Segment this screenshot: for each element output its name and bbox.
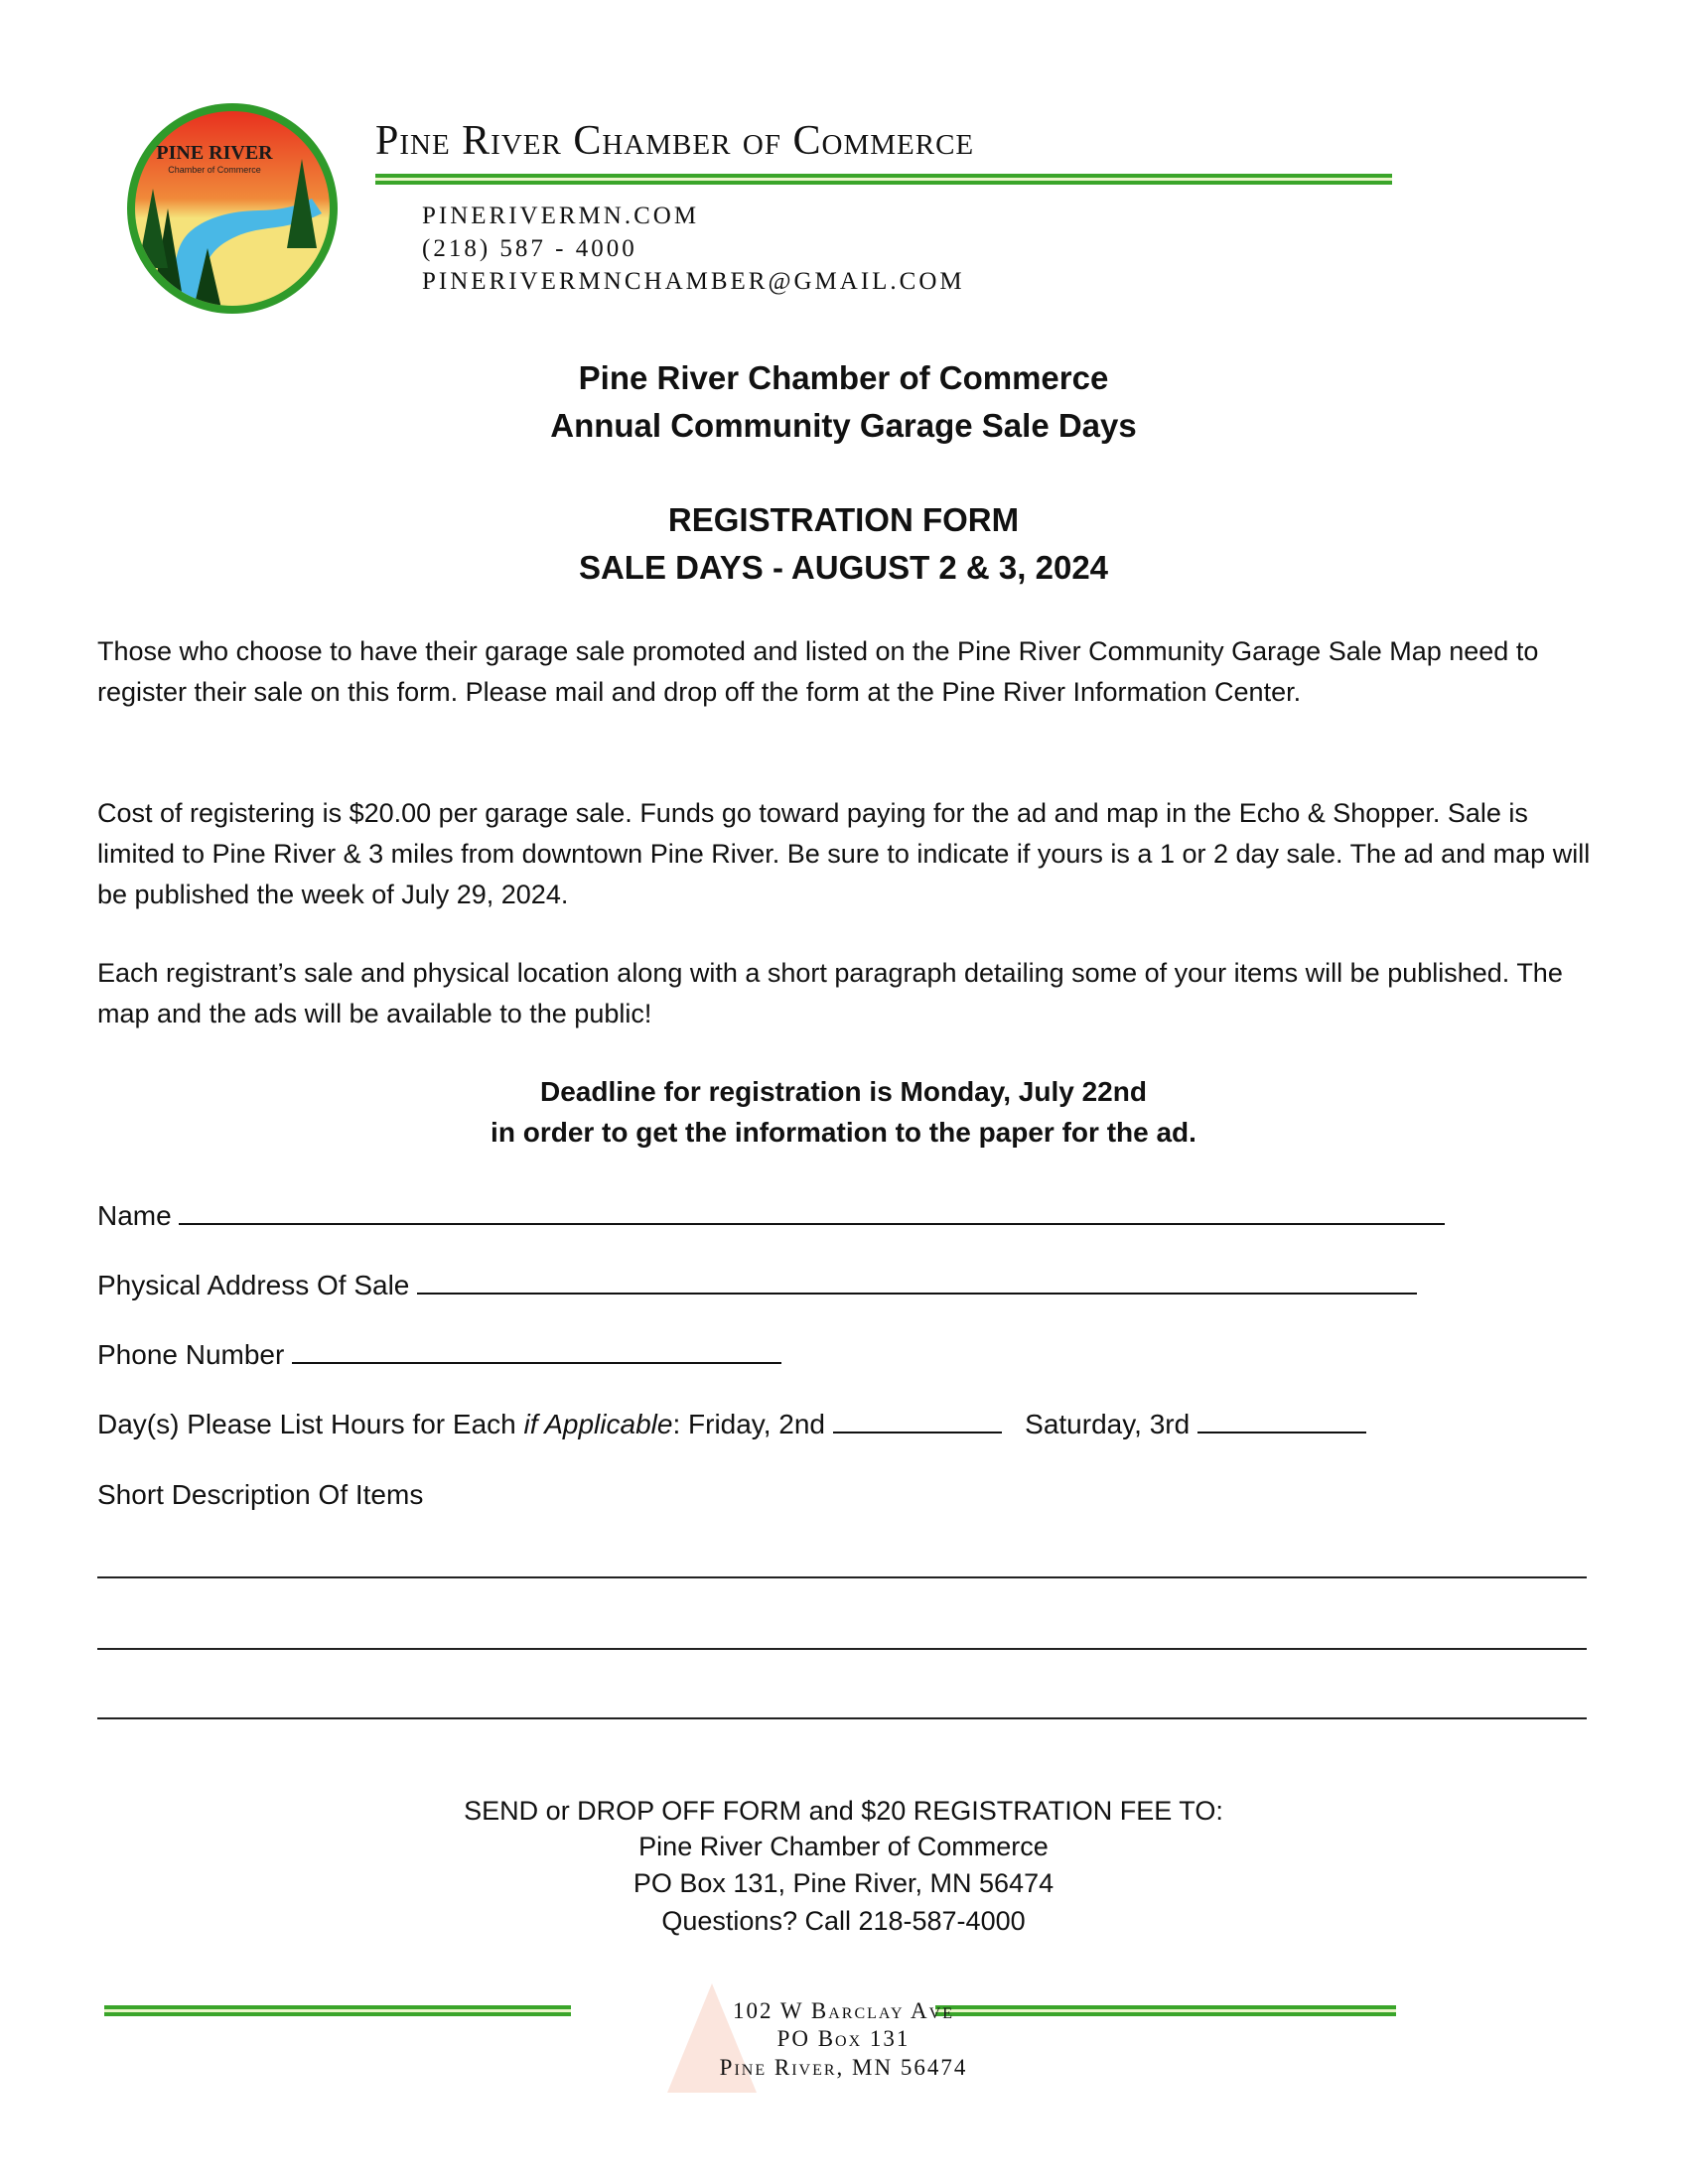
days-label-italic: if Applicable (523, 1409, 673, 1439)
heading-line1: Pine River Chamber of Commerce (578, 359, 1109, 396)
phone-text: (218) 587 - 4000 (422, 235, 637, 262)
send-line2: Pine River Chamber of Commerce (638, 1832, 1049, 1861)
phone-field[interactable] (292, 1334, 781, 1364)
saturday-label: Saturday, 3rd (1025, 1409, 1191, 1439)
description-line-2[interactable] (97, 1648, 1587, 1650)
address-label: Physical Address Of Sale (97, 1270, 410, 1300)
form-title: REGISTRATION FORM (667, 501, 1020, 538)
address-field[interactable] (417, 1265, 1417, 1295)
days-label-suffix: : Friday, 2nd (672, 1409, 826, 1439)
heading-line2: Annual Community Garage Sale Days (550, 407, 1137, 444)
name-row (97, 1195, 1445, 1236)
org-name-header: Pine River Chamber of Commerce (375, 118, 975, 164)
days-row (97, 1404, 1366, 1444)
chamber-logo (123, 99, 342, 318)
address-row (97, 1265, 1417, 1305)
publish-paragraph: Each registrant’s sale and physical location along with a short paragraph detailing some of your items will be published. The map and the ads will be available to the public! (97, 958, 1563, 1028)
logo-text: PINE RIVER (156, 142, 273, 164)
phone-row (97, 1334, 781, 1375)
saturday-hours-field[interactable] (1197, 1404, 1366, 1433)
footer-street: 102 W Barclay Ave (733, 1998, 954, 2023)
website-link[interactable]: PINERIVERMN.COM (422, 203, 700, 229)
intro-paragraph: Those who choose to have their garage sale promoted and listed on the Pine River Community Garage Sale Map need to register their sale on this form. Please mail and drop off the form at the Pine River Information Center. (97, 636, 1539, 707)
phone-label: Phone Number (97, 1339, 285, 1370)
footer-city: Pine River, MN 56474 (719, 2055, 968, 2080)
cost-paragraph: Cost of registering is $20.00 per garage sale. Funds go toward paying for the ad and map in the Echo & Shopper. Sale is limited to Pine River & 3 miles from downtown Pine River. Be sure to indicate if yours is a 1 or 2 day sale. The ad and map will be published the week of July 29, 2024. (97, 798, 1591, 909)
sale-days: SALE DAYS - AUGUST 2 & 3, 2024 (578, 549, 1109, 586)
description-line-3[interactable] (97, 1717, 1587, 1719)
header-divider (375, 174, 1392, 185)
description-label: Short Description Of Items (97, 1479, 424, 1510)
description-line-1[interactable] (97, 1576, 1587, 1578)
days-label-prefix: Day(s) Please List Hours for Each (97, 1409, 524, 1439)
deadline-line1: Deadline for registration is Monday, July 22nd (540, 1076, 1147, 1107)
email-link[interactable]: PINERIVERMNCHAMBER@GMAIL.COM (422, 268, 965, 295)
deadline-line2: in order to get the information to the paper for the ad. (491, 1117, 1196, 1148)
name-field[interactable] (179, 1195, 1445, 1225)
send-line3: PO Box 131, Pine River, MN 56474 (633, 1868, 1054, 1898)
footer-pobox: PO Box 131 (776, 2026, 911, 2051)
name-label: Name (97, 1200, 172, 1231)
friday-hours-field[interactable] (833, 1404, 1002, 1433)
svg-text:Chamber of Commerce: Chamber of Commerce (168, 165, 261, 175)
send-line4: Questions? Call 218-587-4000 (661, 1906, 1026, 1936)
send-line1: SEND or DROP OFF FORM and $20 REGISTRATION FEE TO: (464, 1796, 1223, 1826)
